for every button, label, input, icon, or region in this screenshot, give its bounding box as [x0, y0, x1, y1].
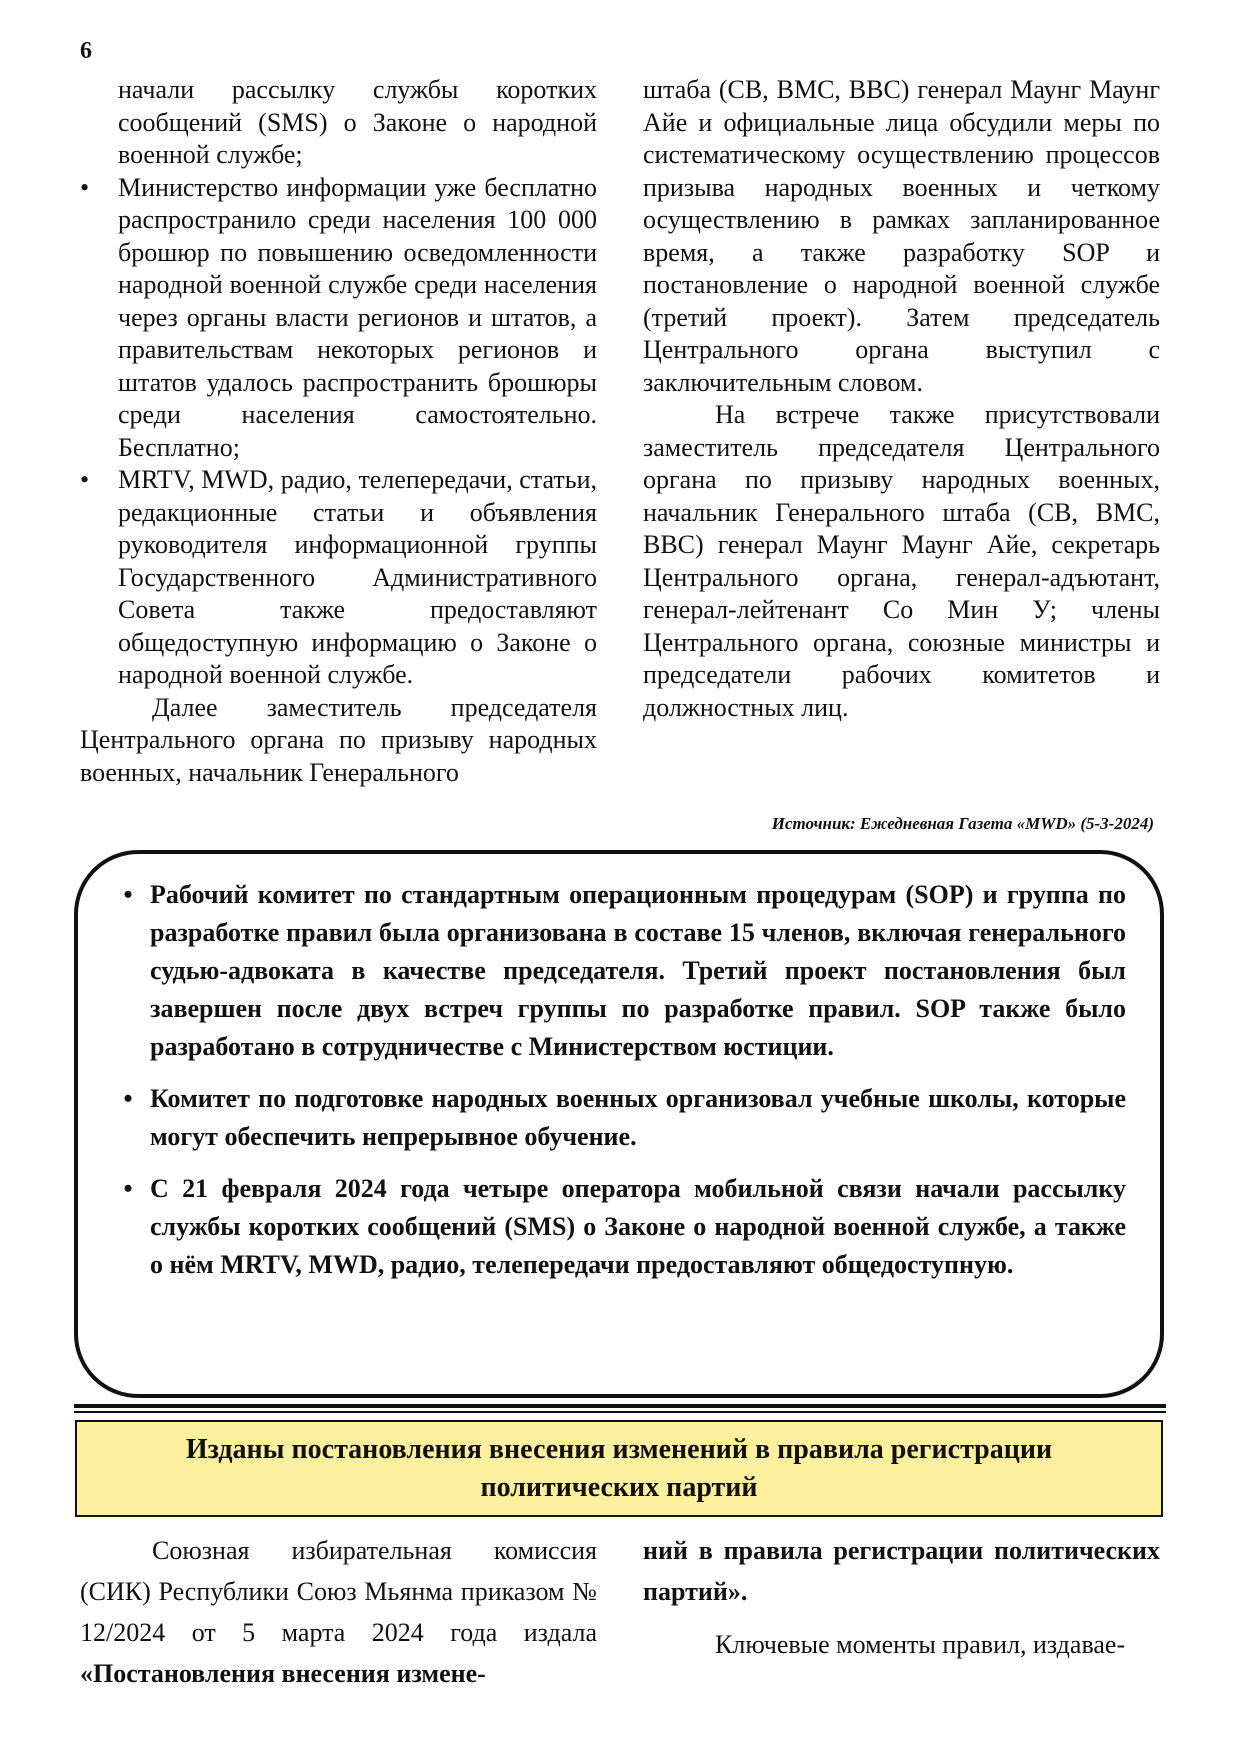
list-item [108, 1080, 1126, 1156]
bullet-text: MRTV, MWD, радио, телепередачи, статьи, редакционные статьи и объявления руководителя информационной группы Государственного Административного Совета также предоставляют общедоступную информацию о Законе о народной военной службе. [118, 465, 597, 689]
headline-line: политических партий [480, 1472, 758, 1503]
right-column [643, 74, 1160, 724]
left-paragraph-continued: начали рассылку службы коротких сообщений (SMS) о Законе о народной военной службе; [118, 75, 597, 169]
bullet-icon: • [80, 465, 90, 494]
bullet-icon: • [123, 1174, 133, 1203]
highlight-item-text: С 21 февраля 2024 года четыре оператора мобильной связи начали рассылку службы коротких сообщений (SMS) о Законе о народной военной службе, а также о нём MRTV, MWD, радио, телепередачи предоставляют общедоступную. [150, 1174, 1126, 1279]
list-item [108, 876, 1126, 1066]
divider [74, 1411, 1166, 1413]
bottom-paragraph [80, 1530, 597, 1694]
bullet-text: Министерство информации уже бесплатно распространило среди населения 100 000 брошюр по повышению осведомленности народной военной службе среди населения через органы власти регионов и штатов, а правительствам некоторых регионов и штатов удалось распространить брошюры среди населения самостоятельно. Бесплатно; [118, 172, 597, 462]
highlight-item-text: Комитет по подготовке народных военных организовал учебные школы, которые могут обеспечить непрерывное обучение. [150, 1084, 1126, 1151]
highlight-item-text: Рабочий комитет по стандартным операционным процедурам (SOP) и группа по разработке правил была организована в составе 15 членов, включая генерального судью-адвоката в качестве председателя. Третий проект постановления был завершен после двух встреч группы по разработке правил. SOP также было разработано в сотрудничестве с Министерством юстиции. [150, 880, 1126, 1061]
bottom-text: Союзная избирательная комиссия (СИК) Республики Союз Мьянма приказом № 12/2024 от 5 марта 2024 года издала [80, 1536, 597, 1647]
right-paragraph-2: На встрече также присутствовали заместитель председателя Центрального органа по призыву народных военных, начальник Генерального штаба (СВ, ВМС, ВВС) генерал Маунг Маунг Айе, секретарь Центрального органа, генерал-адъютант, генерал-лейтенант Со Мин У; члены Центрального органа, союзные министры и председатели рабочих комитетов и должностных лиц. [643, 400, 1160, 722]
highlight-box [74, 850, 1164, 1398]
article-headline [75, 1420, 1163, 1517]
bullet-icon: • [123, 1084, 133, 1113]
page-number: 6 [80, 38, 92, 64]
bottom-paragraph: Ключевые моменты правил, издавае- [715, 1630, 1126, 1659]
left-column [80, 74, 597, 789]
list-item [80, 172, 597, 465]
list-item [80, 464, 597, 692]
bottom-left-column [80, 1530, 597, 1694]
bottom-right-column [643, 1530, 1160, 1665]
divider [74, 1404, 1166, 1408]
left-paragraph-next: Далее заместитель председателя Центрального органа по призыву народных военных, начальник Генерального [80, 692, 597, 787]
bullet-icon: • [80, 172, 90, 202]
bottom-bold-paragraph: ний в правила регистрации политических партий». [643, 1536, 1160, 1606]
highlight-list [108, 876, 1126, 1298]
right-paragraph-1: штаба (СВ, ВМС, ВВС) генерал Маунг Маунг Айе и официальные лица обсудили меры по систематическому осуществлению процессов призыва народных военных и четкому осуществлению в рамках запланированное время, а также разработку SOP и постановление о народной военной службе (третий проект). Затем председатель Центрального органа выступил с заключительным словом. [643, 75, 1160, 397]
bottom-bold-text: «Постановления внесения измене- [80, 1659, 486, 1688]
headline-line: Изданы постановления внесения изменений в правила регистрации [185, 1434, 1053, 1465]
list-item [108, 1170, 1126, 1284]
source-line: Источник: Ежедневная Газета «MWD» (5-3-2024) [771, 814, 1154, 833]
bullet-icon: • [123, 880, 133, 909]
